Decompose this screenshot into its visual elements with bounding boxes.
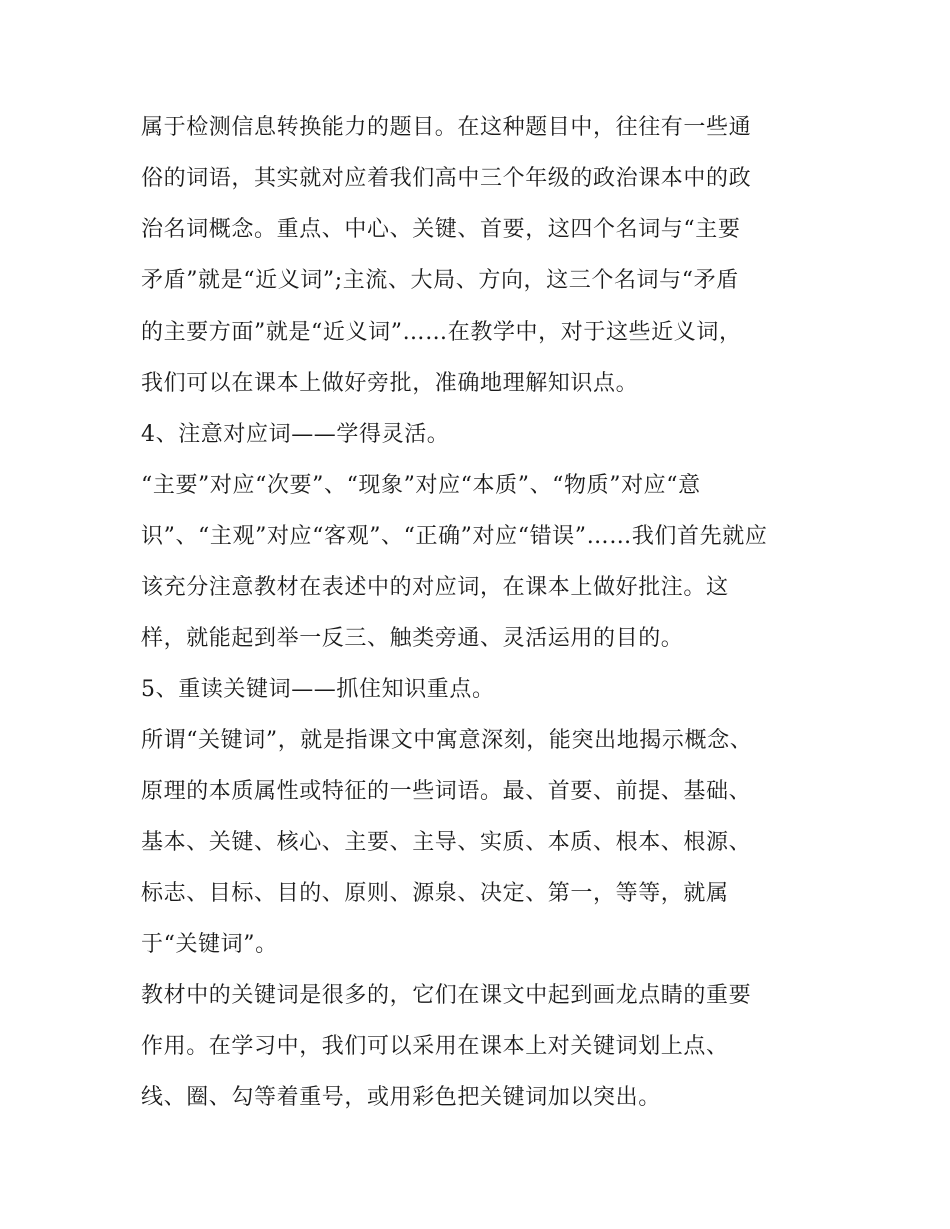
section-heading-5: 5、重读关键词——抓住知识重点。 [141,677,495,702]
text-line: 识”、“主观”对应“客观”、“正确”对应“错误”……我们首先就应 [141,524,768,549]
text-line: 我们可以在课本上做好旁批，准确地理解知识点。 [141,371,639,396]
text-line: 线、圈、勾等着重号，或用彩色把关键词加以突出。 [141,1085,661,1110]
text-line: 样，就能起到举一反三、触类旁通、灵活运用的目的。 [141,626,684,651]
text-line: 标志、目标、目的、原则、源泉、决定、第一，等等，就属 [141,881,729,906]
text-line: 原理的本质属性或特征的一些词语。最、首要、前提、基础、 [141,779,752,804]
text-line: “主要”对应“次要”、“现象”对应“本质”、“物质”对应“意 [141,473,701,498]
text-line: 俗的词语，其实就对应着我们高中三个年级的政治课本中的政 [141,166,752,191]
section-heading-4: 4、注意对应词——学得灵活。 [141,422,450,447]
text-line: 基本、关键、核心、主要、主导、实质、本质、根本、根源、 [141,830,752,855]
text-line: 治名词概念。重点、中心、关键、首要，这四个名词与“主要 [141,217,741,242]
text-line: 矛盾”就是“近义词”;主流、大局、方向，这三个名词与“矛盾 [141,268,739,293]
text-line: 该充分注意教材在表述中的对应词，在课本上做好批注。这 [141,575,729,600]
text-line: 教材中的关键词是很多的，它们在课文中起到画龙点睛的重要 [141,983,752,1008]
text-line: 属于检测信息转换能力的题目。在这种题目中，往往有一些通 [141,115,752,140]
text-line: 的主要方面”就是“近义词”……在教学中，对于这些近义词， [141,320,742,345]
text-line: 作用。在学习中，我们可以采用在课本上对关键词划上点、 [141,1034,729,1059]
text-line: 于“关键词”。 [141,932,278,957]
text-line: 所谓“关键词”，就是指课文中寓意深刻，能突出地揭示概念、 [141,728,753,753]
